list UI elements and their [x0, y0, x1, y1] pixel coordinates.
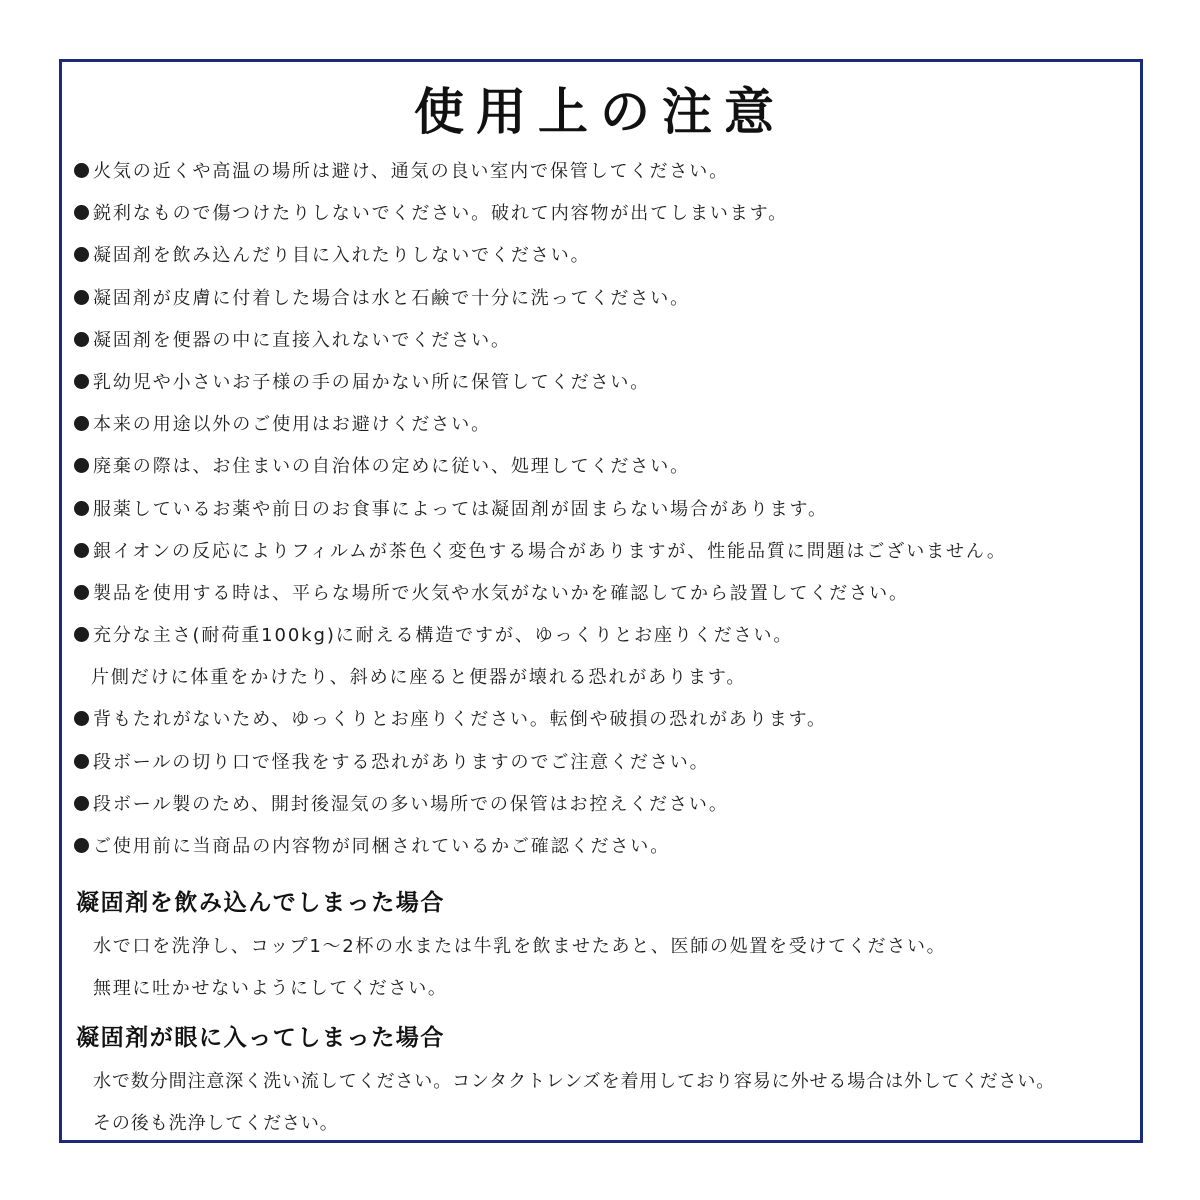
bullet-icon	[74, 543, 89, 558]
caution-text: 段ボール製のため、開封後湿気の多い場所での保管はお控えください。	[93, 793, 729, 815]
page-title: 使用上の注意	[414, 83, 786, 141]
caution-item	[74, 573, 1007, 615]
caution-item	[74, 151, 1007, 193]
bullet-icon	[74, 754, 89, 769]
caution-item	[74, 657, 1007, 699]
caution-text: 服薬しているお薬や前日のお食事によっては凝固剤が固まらない場合があります。	[93, 498, 828, 520]
caution-text: 充分な主さ(耐荷重100kg)に耐える構造ですが、ゆっくりとお座りください。	[93, 625, 794, 647]
bullet-icon	[74, 416, 89, 431]
bullet-icon	[74, 163, 89, 178]
caution-text: 片側だけに体重をかけたり、斜めに座ると便器が壊れる恐れがあります。	[91, 667, 747, 689]
caution-text: 火気の近くや高温の場所は避け、通気の良い室内で保管してください。	[93, 161, 730, 182]
section-body-eyes	[93, 1061, 1055, 1145]
caution-text: 廃棄の際は、お住まいの自治体の定めに従い、処理してください。	[93, 456, 690, 478]
bullet-icon	[74, 247, 89, 262]
caution-text: 乳幼児や小さいお子様の手の届かない所に保管してください。	[93, 371, 651, 393]
bullet-icon	[74, 711, 89, 726]
section-line: その後も洗浄してください。	[93, 1113, 339, 1134]
caution-item	[74, 826, 1007, 868]
bullet-icon	[74, 332, 89, 347]
caution-text: 段ボールの切り口で怪我をする恐れがありますのでご注意ください。	[93, 751, 710, 773]
caution-text: 背もたれがないため、ゆっくりとお座りください。転倒や破損の恐れがあります。	[93, 709, 827, 731]
caution-text: 銀イオンの反応によりフィルムが茶色く変色する場合がありますが、性能品質に問題はございません。	[93, 540, 1007, 562]
caution-text: 凝固剤を便器の中に直接入れないでください。	[93, 329, 511, 351]
bullet-icon	[74, 585, 89, 600]
bullet-icon	[74, 627, 89, 642]
section-line: 水で数分間注意深く洗い流してください。コンタクトレンズを着用しており容易に外せる場合は外してください。	[93, 1071, 1056, 1092]
caution-list	[74, 151, 1007, 868]
caution-text: 鋭利なもので傷つけたりしないでください。破れて内容物が出てしまいます。	[93, 203, 789, 225]
section-heading-eyes: 凝固剤が眼に入ってしまった場合	[76, 1025, 445, 1051]
caution-item	[74, 235, 1007, 277]
caution-text: 本来の用途以外のご使用はお避けください。	[93, 414, 491, 436]
caution-item	[74, 404, 1007, 446]
caution-item	[74, 446, 1007, 488]
caution-item	[74, 699, 1007, 741]
bullet-icon	[74, 838, 89, 853]
caution-item	[74, 489, 1007, 531]
caution-text: 凝固剤が皮膚に付着した場合は水と石鹸で十分に洗ってください。	[93, 287, 690, 309]
bullet-icon	[74, 796, 89, 811]
caution-item	[74, 362, 1007, 404]
bullet-icon	[74, 501, 89, 516]
caution-text: 製品を使用する時は、平らな場所で火気や水気がないかを確認してから設置してください。	[93, 582, 909, 604]
bullet-icon	[74, 290, 89, 305]
section-body-swallowed	[93, 926, 946, 1010]
caution-item	[74, 615, 1007, 657]
caution-item	[74, 784, 1007, 826]
bullet-icon	[74, 458, 89, 473]
section-line: 水で口を洗浄し、コップ1～2杯の水または牛乳を飲ませたあと、医師の処置を受けてください。	[93, 936, 947, 957]
caution-text: ご使用前に当商品の内容物が同梱されているかご確認ください。	[93, 836, 671, 857]
bullet-icon	[74, 205, 89, 220]
section-heading-swallowed: 凝固剤を飲み込んでしまった場合	[76, 890, 445, 916]
caution-item	[74, 193, 1007, 235]
bullet-icon	[74, 374, 89, 389]
caution-item	[74, 742, 1007, 784]
caution-item	[74, 531, 1007, 573]
caution-text: 凝固剤を飲み込んだり目に入れたりしないでください。	[93, 245, 591, 267]
caution-item	[74, 278, 1007, 320]
section-line: 無理に吐かせないようにしてください。	[93, 978, 448, 999]
caution-item	[74, 320, 1007, 362]
